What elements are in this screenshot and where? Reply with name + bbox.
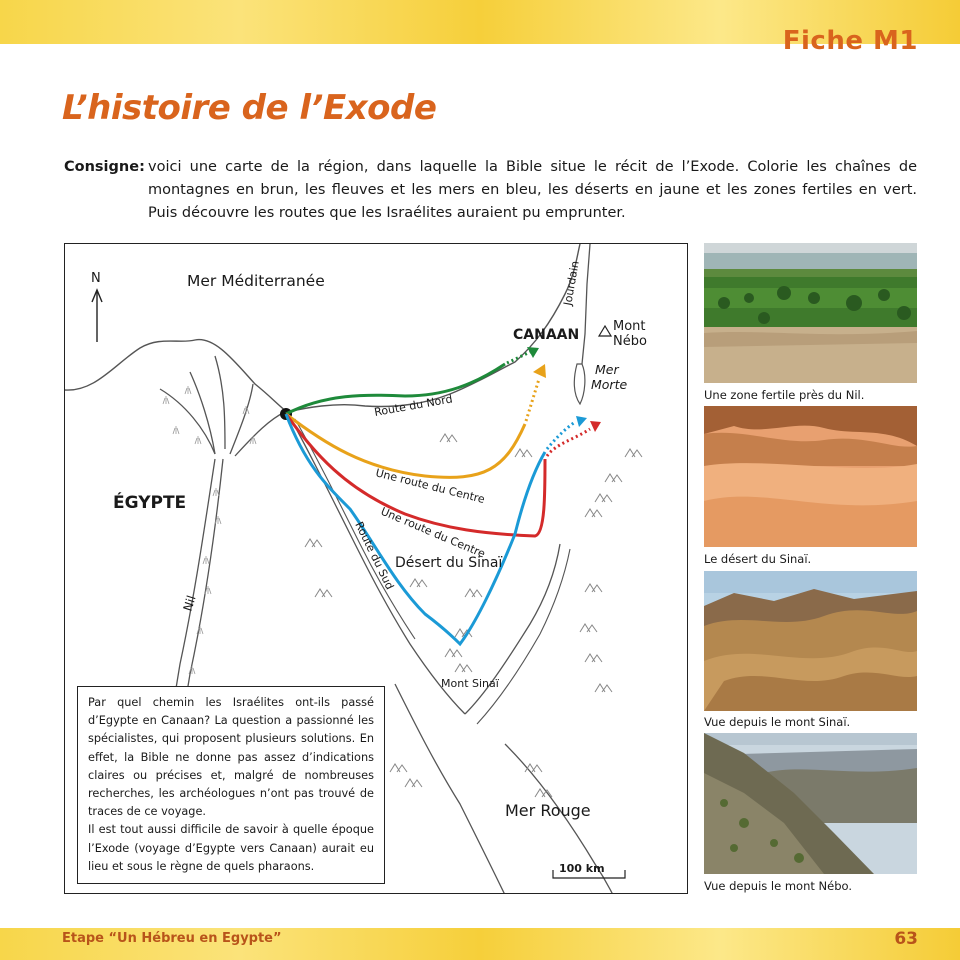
photo-caption-2: Le désert du Sinaï. — [704, 552, 812, 566]
photo-mount-nebo-view — [704, 733, 917, 874]
footer-stage: Etape “Un Hébreu en Egypte” — [62, 931, 282, 946]
mont-nebo-icon — [599, 326, 611, 336]
sheet-label: Fiche M1 — [782, 26, 918, 56]
jordan-river — [582, 244, 590, 364]
photo-caption-3: Vue depuis le mont Sinaï. — [704, 715, 851, 729]
dead-sea-label-2: Morte — [591, 377, 628, 392]
route-center-1-label: Une route du Centre — [374, 466, 487, 507]
mont-nebo-label-1: Mont — [613, 319, 646, 334]
dead-sea-label-1: Mer — [595, 362, 619, 377]
instructions-label: Consigne: — [64, 159, 145, 175]
red-sea-label: Mer Rouge — [505, 801, 591, 820]
info-box — [77, 686, 385, 884]
page-number: 63 — [894, 929, 918, 949]
mediterranean-coast — [65, 244, 580, 412]
page-title: L’histoire de l’Exode — [62, 88, 437, 128]
info-paragraph-2: Il est tout aussi difficile de savoir à quelle époque l’Exode (voyage d’Egypte vers Canaan) aurait eu lieu et sous le règne de quels pharaons. — [88, 823, 374, 873]
jordan-label: Jourdain — [561, 259, 582, 307]
dead-sea-shape — [574, 364, 585, 404]
desert-label: Désert du Sinaï — [395, 555, 503, 571]
photo-caption-4: Vue depuis le mont Nébo. — [704, 879, 852, 893]
scale-label: 100 km — [559, 862, 605, 875]
mont-nebo-label-2: Nébo — [613, 334, 647, 349]
photo-caption-1: Une zone fertile près du Nil. — [704, 388, 865, 402]
info-paragraph-1: Par quel chemin les Israélites ont-ils passé d’Egypte en Canaan? La question a passionné les spécialistes, qui proposent plusieurs solutions. En effet, la Bible ne donne pas assez d’indications claires ou précises et, malgré de nombreuses recherches, les archéologues n’ont pas trouvé de traces de ce voyage. — [88, 696, 374, 819]
mediterranean-label: Mer Méditerranée — [187, 272, 325, 290]
red-sea-west — [395, 684, 505, 894]
north-label: N — [91, 271, 101, 286]
exodus-map — [64, 243, 688, 894]
photo-mount-sinai-view — [704, 571, 917, 711]
route-north-label: Route du Nord — [373, 392, 454, 419]
canaan-label: CANAAN — [513, 327, 580, 343]
route-south-label: Route du Sud — [352, 519, 397, 592]
photo-sinai-desert — [704, 406, 917, 547]
instructions-text: voici une carte de la région, dans laquelle la Bible situe le récit de l’Exode. Colorie les chaînes de montagnes en brun, les fleuves et les mers en bleu, les déserts en jaune et les zones fertiles en vert. Puis découvre les routes que les Israélites auraient pu emprunter. — [148, 159, 917, 221]
egypt-label: ÉGYPTE — [113, 493, 187, 513]
instructions — [64, 156, 917, 225]
mount-sinai-label: Mont Sinaï — [441, 677, 499, 690]
route-center-2-label: Une route du Centre — [378, 504, 488, 561]
nile-label: Nil — [180, 593, 199, 613]
photo-fertile-nile — [704, 243, 917, 383]
